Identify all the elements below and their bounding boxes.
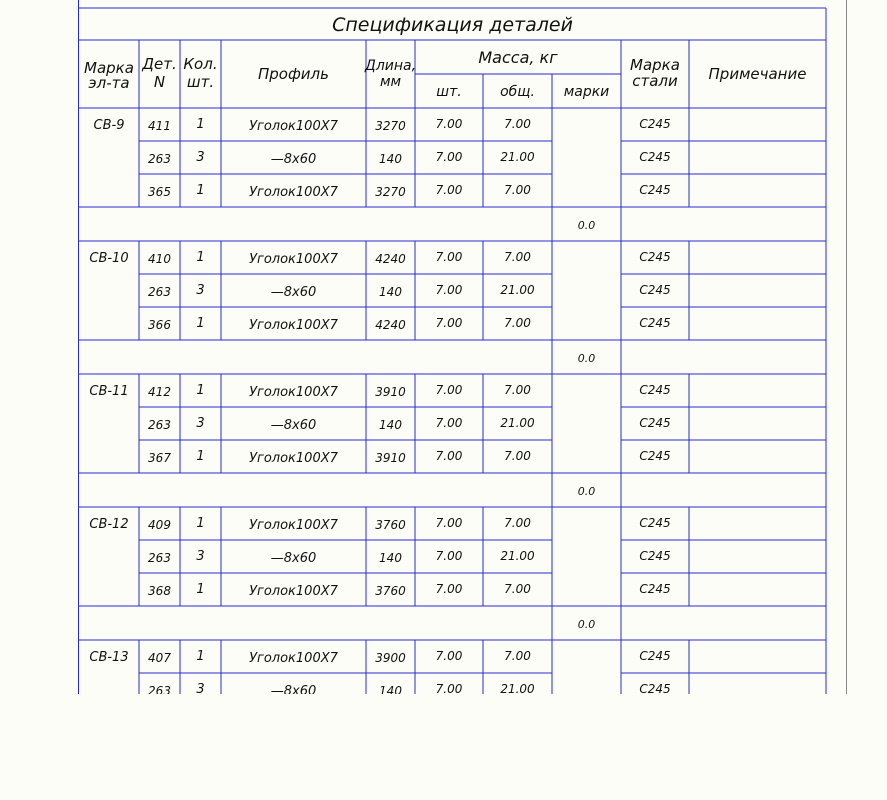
mark-mass-total: 0.0 (577, 219, 596, 232)
cell-profile: —8х60 (270, 285, 317, 300)
cell-length: 140 (379, 418, 402, 432)
cell-profile: Уголок100Х7 (249, 318, 338, 333)
cell-mass-piece: 7.00 (435, 649, 463, 663)
cell-mass-total: 21.00 (500, 682, 535, 694)
header-mass-total: общ. (500, 84, 535, 100)
element-mark: СВ-9 (93, 118, 125, 133)
header-steel-grade-2: стали (632, 72, 678, 90)
element-mark: СВ-12 (89, 517, 129, 532)
cell-steel-grade: С245 (639, 117, 671, 131)
cell-detail-number: 409 (148, 518, 171, 532)
cell-mass-piece: 7.00 (435, 416, 463, 430)
header-detail-number: Дет. (142, 55, 177, 73)
cell-detail-number: 263 (148, 684, 171, 694)
mark-mass-total: 0.0 (577, 352, 596, 365)
cell-mass-total: 21.00 (500, 549, 535, 563)
cell-length: 4240 (375, 252, 406, 266)
cell-profile: Уголок100Х7 (249, 451, 338, 466)
cell-quantity: 1 (196, 250, 205, 265)
cell-profile: Уголок100Х7 (249, 119, 338, 134)
cell-mass-total: 21.00 (500, 150, 535, 164)
cell-detail-number: 263 (148, 285, 171, 299)
cell-quantity: 3 (196, 416, 205, 431)
cell-steel-grade: С245 (639, 649, 671, 663)
cell-detail-number: 368 (148, 584, 171, 598)
cell-steel-grade: С245 (639, 582, 671, 596)
cell-steel-grade: С245 (639, 549, 671, 563)
cell-steel-grade: С245 (639, 416, 671, 430)
cell-quantity: 3 (196, 549, 205, 564)
header-mass-piece: шт. (436, 84, 462, 100)
header-mark-element-2: эл-та (88, 74, 130, 92)
element-mark: СВ-11 (89, 384, 129, 399)
cell-mass-piece: 7.00 (435, 117, 463, 131)
cell-profile: Уголок100Х7 (249, 185, 338, 200)
cell-detail-number: 263 (148, 418, 171, 432)
cell-mass-total: 7.00 (504, 516, 531, 530)
cell-mass-piece: 7.00 (435, 150, 463, 164)
cell-steel-grade: С245 (639, 183, 671, 197)
cell-mass-piece: 7.00 (435, 682, 463, 694)
cell-mass-piece: 7.00 (435, 582, 463, 596)
cell-profile: —8х60 (270, 684, 317, 694)
header-steel-grade: Марка (630, 56, 680, 74)
cell-mass-total: 7.00 (504, 183, 531, 197)
cell-detail-number: 366 (148, 318, 171, 332)
cell-mass-total: 7.00 (504, 383, 531, 397)
cell-mass-piece: 7.00 (435, 283, 463, 297)
cell-detail-number: 263 (148, 152, 171, 166)
header-detail-number-2: N (153, 73, 166, 91)
cell-length: 3760 (375, 518, 406, 532)
cell-steel-grade: С245 (639, 383, 671, 397)
cell-length: 140 (379, 285, 402, 299)
cell-mass-total: 21.00 (500, 416, 535, 430)
cell-mass-piece: 7.00 (435, 516, 463, 530)
element-mark: СВ-10 (89, 251, 129, 266)
cell-mass-total: 7.00 (504, 117, 531, 131)
cell-steel-grade: С245 (639, 682, 671, 694)
cell-profile: Уголок100Х7 (249, 518, 338, 533)
cell-detail-number: 412 (148, 385, 171, 399)
header-profile: Профиль (258, 65, 329, 83)
cell-detail-number: 367 (148, 451, 171, 465)
cell-length: 4240 (375, 318, 406, 332)
header-length-2: мм (379, 74, 402, 90)
cell-quantity: 1 (196, 449, 205, 464)
mark-mass-total: 0.0 (577, 485, 596, 498)
cell-quantity: 1 (196, 183, 205, 198)
cell-length: 3270 (375, 119, 406, 133)
cell-quantity: 1 (196, 649, 205, 664)
cell-detail-number: 407 (148, 651, 171, 665)
cell-length: 140 (379, 684, 402, 694)
header-mass-mark: марки (563, 84, 610, 100)
cell-length: 3910 (375, 385, 406, 399)
cell-steel-grade: С245 (639, 150, 671, 164)
header-mark-element: Марка (84, 59, 134, 77)
cell-mass-piece: 7.00 (435, 449, 463, 463)
cell-length: 140 (379, 551, 402, 565)
cell-quantity: 1 (196, 582, 205, 597)
cell-steel-grade: С245 (639, 250, 671, 264)
cell-mass-piece: 7.00 (435, 383, 463, 397)
mark-mass-total: 0.0 (577, 618, 596, 631)
header-mass: Масса, кг (478, 48, 558, 67)
cell-mass-piece: 7.00 (435, 316, 463, 330)
cell-profile: Уголок100Х7 (249, 252, 338, 267)
cell-steel-grade: С245 (639, 449, 671, 463)
table-title: Спецификация деталей (332, 14, 573, 36)
cell-mass-total: 7.00 (504, 316, 531, 330)
header-quantity: Кол. (183, 55, 218, 73)
cell-length: 3910 (375, 451, 406, 465)
cell-mass-total: 7.00 (504, 649, 531, 663)
cell-steel-grade: С245 (639, 316, 671, 330)
cell-detail-number: 411 (148, 119, 171, 133)
cell-detail-number: 410 (148, 252, 171, 266)
cell-quantity: 1 (196, 117, 205, 132)
cell-mass-total: 21.00 (500, 283, 535, 297)
cell-quantity: 1 (196, 316, 205, 331)
cell-quantity: 3 (196, 682, 205, 694)
cell-profile: —8х60 (270, 152, 317, 167)
sheet-frame-left (78, 0, 79, 694)
cell-quantity: 1 (196, 383, 205, 398)
cell-steel-grade: С245 (639, 516, 671, 530)
cell-profile: Уголок100Х7 (249, 385, 338, 400)
element-mark: СВ-13 (89, 650, 129, 665)
cell-profile: Уголок100Х7 (249, 651, 338, 666)
cell-mass-total: 7.00 (504, 250, 531, 264)
sheet-frame-right (846, 0, 847, 694)
cell-detail-number: 365 (148, 185, 171, 199)
cell-steel-grade: С245 (639, 283, 671, 297)
header-note: Примечание (708, 65, 807, 83)
header-length: Длина, (364, 58, 417, 74)
cell-profile: —8х60 (270, 418, 317, 433)
cell-length: 3900 (375, 651, 406, 665)
header-quantity-2: шт. (186, 73, 215, 91)
cell-profile: —8х60 (270, 551, 317, 566)
cell-quantity: 1 (196, 516, 205, 531)
cell-mass-total: 7.00 (504, 449, 531, 463)
cell-length: 3270 (375, 185, 406, 199)
cell-length: 140 (379, 152, 402, 166)
cell-detail-number: 263 (148, 551, 171, 565)
cell-mass-piece: 7.00 (435, 183, 463, 197)
cell-mass-total: 7.00 (504, 582, 531, 596)
cell-mass-piece: 7.00 (435, 250, 463, 264)
cell-mass-piece: 7.00 (435, 549, 463, 563)
cell-quantity: 3 (196, 283, 205, 298)
cell-profile: Уголок100Х7 (249, 584, 338, 599)
cell-length: 3760 (375, 584, 406, 598)
cell-quantity: 3 (196, 150, 205, 165)
